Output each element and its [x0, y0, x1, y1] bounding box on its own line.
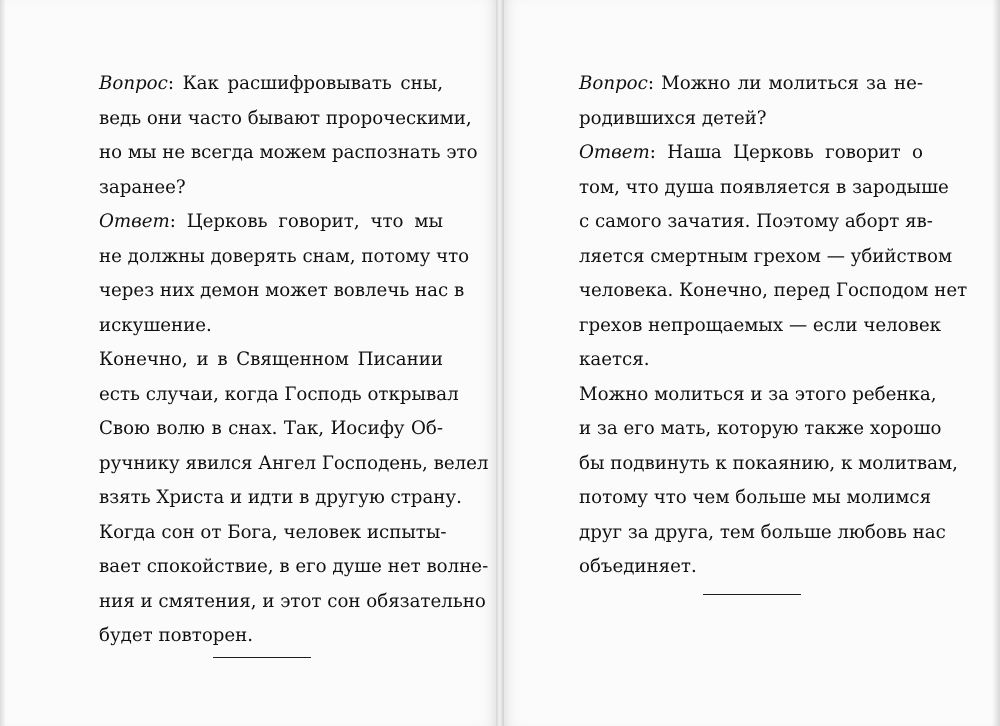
- right-page-edge: [992, 0, 1000, 726]
- left-paragraph-3-line-2: вает спокойствие, в его душе нет волне-: [99, 556, 489, 577]
- left-question-line-4: заранее?: [99, 176, 186, 198]
- right-question-label: Вопрос: [579, 73, 648, 94]
- left-question-label: Вопрос: [99, 73, 168, 94]
- right-answer-line-5: человека. Конечно, перед Господом нет: [579, 280, 968, 301]
- left-paragraph-2: [75, 343, 489, 516]
- left-answer-line-3: через них демон может вовлечь нас в: [99, 280, 465, 301]
- left-paragraph-2-line-3: Свою волю в снах. Так, Иосифу Об-: [99, 418, 443, 439]
- left-paragraph-2-line-5: взять Христа и идти в другую страну.: [99, 487, 462, 508]
- left-paragraph-2-line-4: ручнику явился Ангел Господень, велел: [99, 452, 489, 474]
- right-question-line-2: родившихся детей?: [579, 107, 767, 129]
- left-answer-line-1: [75, 205, 443, 240]
- right-answer-text-1: : Наша Церковь говорит о: [649, 142, 923, 163]
- left-question-paragraph: [75, 67, 478, 205]
- right-page: [504, 0, 1000, 726]
- right-answer-line-2: том, что душа появляется в зародыше: [579, 176, 949, 198]
- right-paragraph-2-line-2: и за его мать, которую также хорошо: [579, 418, 942, 439]
- left-paragraph-2-line-1: Конечно, и в Священном Писании: [99, 349, 443, 370]
- left-page-end-rule: [213, 657, 311, 658]
- left-paragraph-2-line-2: есть случаи, когда Господь открывал: [99, 383, 459, 405]
- left-answer-line-2: не должны доверять снам, потому что: [99, 245, 470, 267]
- left-question-line-3: но мы не всегда можем распознать это: [99, 142, 478, 163]
- left-page: [0, 0, 496, 726]
- left-answer-line-4: искушение.: [99, 314, 212, 336]
- right-answer-line-1: [555, 136, 923, 171]
- right-question-paragraph: [555, 67, 923, 136]
- left-paragraph-3-line-1: Когда сон от Бога, человек испыты-: [99, 521, 447, 543]
- right-paragraph-2: [555, 378, 958, 585]
- right-paragraph-2-line-1: Можно молиться и за этого ребенка,: [579, 383, 937, 405]
- left-paragraph-3-line-4: будет повторен.: [99, 625, 254, 646]
- right-answer-line-7: кается.: [579, 349, 650, 370]
- right-answer-paragraph: [555, 136, 968, 378]
- right-answer-line-4: ляется смертным грехом — убийством: [579, 245, 953, 267]
- left-answer-label: Ответ: [99, 211, 170, 232]
- right-page-text-column: [555, 67, 968, 585]
- left-page-edge: [0, 0, 6, 726]
- right-question-text-1: : Можно ли молиться за не-: [647, 73, 923, 94]
- left-question-line-1: [75, 67, 443, 102]
- left-question-line-2: ведь они часто бывают пророческими,: [99, 107, 472, 129]
- right-question-line-1: [555, 67, 923, 102]
- right-paragraph-2-line-4: потому что чем больше мы молимся: [579, 487, 932, 508]
- right-answer-label: Ответ: [579, 142, 650, 163]
- left-paragraph-3-line-3: ния и смятения, и этот сон обязательно: [99, 590, 486, 612]
- left-page-text-column: [75, 67, 489, 654]
- right-page-end-rule: [703, 594, 801, 595]
- right-paragraph-2-line-5: друг за друга, тем больше любовь нас: [579, 521, 946, 543]
- right-answer-line-3: с самого зачатия. Поэтому аборт яв-: [579, 211, 933, 232]
- book-gutter: [496, 0, 504, 726]
- left-question-text-1: : Как расшифровывать сны,: [167, 73, 443, 94]
- right-paragraph-2-line-3: бы подвинуть к покаянию, к молитвам,: [579, 452, 958, 474]
- left-answer-paragraph: [75, 205, 470, 343]
- right-paragraph-2-line-6: объединяет.: [579, 556, 697, 577]
- left-paragraph-3: [75, 516, 489, 654]
- right-answer-line-6: грехов непрощаемых — если человек: [579, 314, 941, 336]
- left-answer-text-1: : Церковь говорит, что мы: [169, 211, 443, 232]
